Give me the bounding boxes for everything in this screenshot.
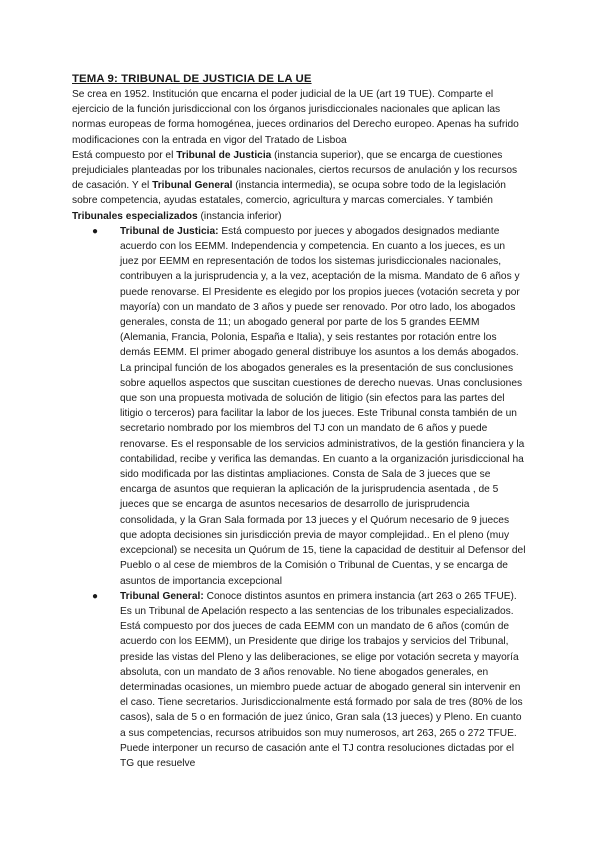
tribunales-especializados-term: Tribunales especializados (72, 210, 198, 222)
bullet-icon: ● (92, 225, 99, 237)
tribunal-general-term: Tribunal General (152, 180, 233, 192)
bullet-text: Conoce distintos asuntos en primera instancia (art 263 o 265 TFUE). Es un Tribunal de Apelación respecto a las sentencias de los tribunales especializados. Está compuesto por dos jueces de cada EEMM con un mandato de 6 años (común de acuerdo con los EEMM), un Presidente que dirige los trabajos y servicios del Tribunal, preside las vistas del Pleno y las deliberaciones, se elige por votación secreta y mayoría absoluta, con un mandato de 3 años renovable. No tiene abogados generales, en determinadas ocasiones, un miembro puede actuar de abogado general sin intervenir en el caso. Tiene secretarios. Jurisdiccionalmente está formado por sala de tres (80% de los casos), sala de 5 o en formación de juez único, Gran sala (13 jueces) y Pleno. En cuanto a sus competencias, recursos atribuidos son muy numerosos, art 263, 265 o 272 TFUE. Puede interponer un recurso de casación ante el TJ contra resoluciones dictadas por el TG que resuelve (120, 590, 523, 769)
bullet-icon: ● (92, 590, 99, 602)
list-item-tribunal-justicia (72, 224, 528, 589)
bullet-heading: Tribunal General: (120, 590, 204, 602)
tribunal-justicia-term: Tribunal de Justicia (176, 149, 272, 161)
composition-text-a: Está compuesto por el (72, 149, 177, 161)
composition-paragraph (72, 148, 528, 224)
document-title: TEMA 9: TRIBUNAL DE JUSTICIA DE LA UE (72, 73, 312, 85)
bullet-list (72, 224, 528, 771)
list-item-tribunal-general (72, 589, 528, 771)
composition-text-b: (instancia superior), que se encarga de cuestiones prejudiciales planteadas por los tribunales nacionales, ciertos recursos de anulación y los recursos de casación. Y el (72, 149, 518, 192)
composition-text-d: (instancia inferior) (197, 210, 282, 222)
composition-text-c: (instancia intermedia), se ocupa sobre todo de la legislación sobre competencia, ayudas estatales, comercio, agricultura y marcas comerciales. Y también (72, 180, 506, 207)
bullet-text: Está compuesto por jueces y abogados designados mediante acuerdo con los EEMM. Independencia y competencia. En cuanto a los jueces, es un juez por EEMM en representación de todos los sistemas jurisdiccionales nacionales, contribuyen a la jurisprudencia y, a la vez, aceptación de la misma. Mandato de 6 años y puede renovarse. El Presidente es elegido por los propios jueces (votación secreta y por mayoría) con un mandato de 3 años y puede ser renovado. Por otro lado, los abogados generales, consta de 11; un abogado general por parte de los 5 grandes EEMM (Alemania, Francia, Polonia, España e Italia), y seis restantes por rotación entre los demás EEMM. El primer abogado general distribuye los asuntos a los demás abogados. La principal función de los abogados generales es la presentación de sus conclusiones sobre aquellos aspectos que suscitan cuestiones de derecho nuevas. Unas conclusiones que son una propuesta motivada de solución de litigio (sin efectos para las partes del litigio o terceros) para facilitar la labor de los jueces. Este Tribunal consta también de un secretario nombrado por los miembros del TJ con un mandato de 6 años y puede renovarse. Es el responsable de los servicios administrativos, de la gestión financiera y la contabilidad, recibe y verifica las demandas. En cuanto a la organización jurisdiccional ha sido modificada por las distintas ampliaciones. Consta de Sala de 3 jueces que se encarga de asuntos que requieran la aplicación de la jurisprudencia asentada , de 5 jueces que se encarga de asuntos necesarios de desarrollo de jurisprudencia consolidada, y la Gran Sala formada por 13 jueces y el Quórum necesario de 9 jueces que adopta decisiones sin jurisdicción previa de mayor complejidad.. En el pleno (muy excepcional) se necesita un Quórum de 15, tiene la capacidad de destituir al Defensor del Pueblo o al cese de miembros de la Comisión o Tribunal de Cuentas, y se encarga de asuntos de importancia excepcional (120, 225, 526, 587)
intro-paragraph: Se crea en 1952. Institución que encarna el poder judicial de la UE (art 19 TUE). Comparte el ejercicio de la función jurisdiccional con los órganos jurisdiccionales nacionales que aplican las normas europeas de forma homogénea, jueces ordinarios del Derecho europeo. Apenas ha sufrido modificaciones con la entrada en vigor del Tratado de Lisboa (72, 89, 519, 146)
bullet-heading: Tribunal de Justicia: (120, 225, 219, 237)
